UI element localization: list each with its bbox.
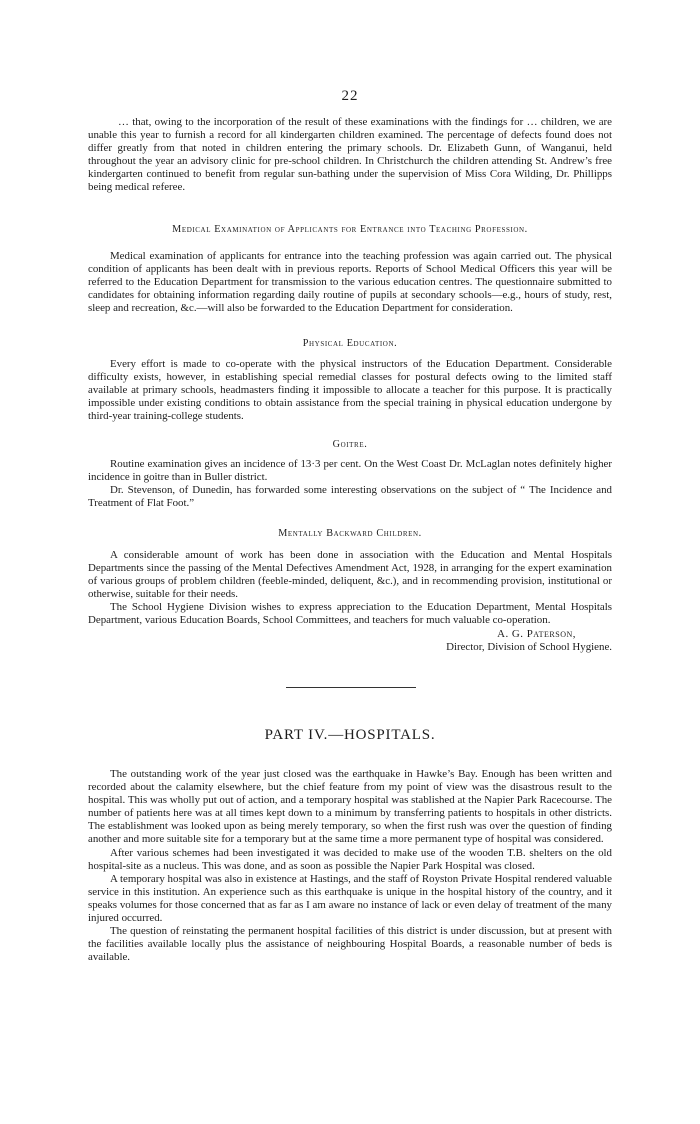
intro-section [88, 116, 612, 195]
section-divider [286, 687, 416, 688]
part-iv-paragraph-2: After various schemes had been investigated it was decided to make use of the wooden T.B. shelters on the old hospital-site as a nucleus. This was done, and as soon as possible the Napier Park Hospital was closed. [88, 846, 612, 872]
part-iv-paragraph-1: The outstanding work of the year just closed was the earthquake in Hawke’s Bay. Enough has been written and recorded about the calamity elsewhere, but the chief feature from my point of view was the disastrous result to the hospital. This was wholly put out of action, and a temporary hospital was stablished at the Napier Park Racecourse. The number of patients here was at all times kept down to a minimum by transferring patients to hospitals in other districts. The establishment was looked upon as being merely temporary, so when the first rush was over the question of finding another and more suitable site for a temporary but at the same time a more permanent type of hospital was considered. [88, 768, 612, 846]
goitre-section [88, 439, 612, 510]
part-iv-title: PART IV.—HOSPITALS. [264, 727, 436, 743]
mentally-backward-section [88, 528, 612, 654]
mentally-backward-paragraph-2: The School Hygiene Division wishes to express appreciation to the Education Department, Mental Hospitals Department, various Education Boards, School Committees, and teachers for much valuable co-operation. [88, 601, 612, 627]
signature-block [88, 628, 612, 654]
intro-paragraph: … that, owing to the incorporation of the result of these examinations with the findings for … children, we are unable this year to furnish a record for all kindergarten children examined. The percentage of defects found does not differ greatly from that noted in children entering the primary schools. Dr. Elizabeth Gunn, of Wanganui, held throughout the year an advisory clinic for pre-school children. In Christchurch the children attending St. Andrew’s free kindergarten continued to benefit from regular sun-bathing under the supervision of Miss Cora Wilding, Dr. Phillipps being medical referee. [88, 116, 612, 194]
physical-education-section [88, 338, 612, 423]
goitre-paragraph-1: Routine examination gives an incidence of 13·3 per cent. On the West Coast Dr. McLaglan notes definitely higher incidence in goitre than in Buller district. [88, 458, 612, 484]
mentally-backward-paragraph-1: A considerable amount of work has been done in association with the Education and Mental Hospitals Departments since the passing of the Mental Defectives Amendment Act, 1928, in arranging for the expert examination of various groups of problem children (feeble-minded, deliquent, &c.), and in recommending provision, institutional or otherwise, suitable for their needs. [88, 549, 612, 601]
physical-education-paragraph: Every effort is made to co-operate with the physical instructors of the Education Department. Considerable difficulty exists, however, in establishing special remedial classes for postural defects owing to the limited staff available at primary schools, headmasters finding it impossible to allocate a teacher for this purpose. It is practically impossible under existing conditions to obtain assistance from the special training in physical education undergone by third-year training-college students. [88, 358, 612, 423]
part-iv-paragraph-4: The question of reinstating the permanent hospital facilities of this district is under discussion, but at present with the facilities available locally plus the assistance of neighbouring Hospital Boards, a reasonable number of beds is available. [88, 925, 612, 964]
mentally-backward-heading: Mentally Backward Children. [278, 528, 422, 539]
medical-exam-heading: Medical Examination of Applicants for Entrance into Teaching Profession. [172, 224, 528, 235]
medical-exam-paragraph: Medical examination of applicants for entrance into the teaching profession was again carried out. The physical condition of applicants has been dealt with in previous reports. Reports of School Medical Officers this year will be referred to the Education Department for transmission to the various education centres. The questionnaire submitted to candidates for obtaining information regarding daily routine of pupils at secondary schools—e.g., hours of study, rest, sleep and recreation, &c.—will also be forwarded to the Education Department for consideration. [88, 250, 612, 315]
goitre-heading: Goitre. [332, 439, 368, 450]
physical-education-heading: Physical Education. [302, 338, 398, 349]
medical-exam-section [88, 224, 612, 315]
goitre-paragraph-2: Dr. Stevenson, of Dunedin, has forwarded some interesting observations on the subject of “ The Incidence and Treatment of Flat Foot.” [88, 484, 612, 510]
page-number: 22 [341, 88, 359, 104]
part-iv-paragraph-3: A temporary hospital was also in existence at Hastings, and the staff of Royston Private Hospital rendered valuable service in this institution. An experience such as this earthquake is unique in the hospital history of the country, and it speaks volumes for those concerned that as far as I am aware no instance of lack or even delay of treatment of the many injured occurred. [88, 872, 612, 925]
signature-name: A. G. Paterson, [497, 627, 576, 640]
signature-title: Director, Division of School Hygiene. [446, 640, 612, 653]
part-iv-section [88, 768, 612, 964]
